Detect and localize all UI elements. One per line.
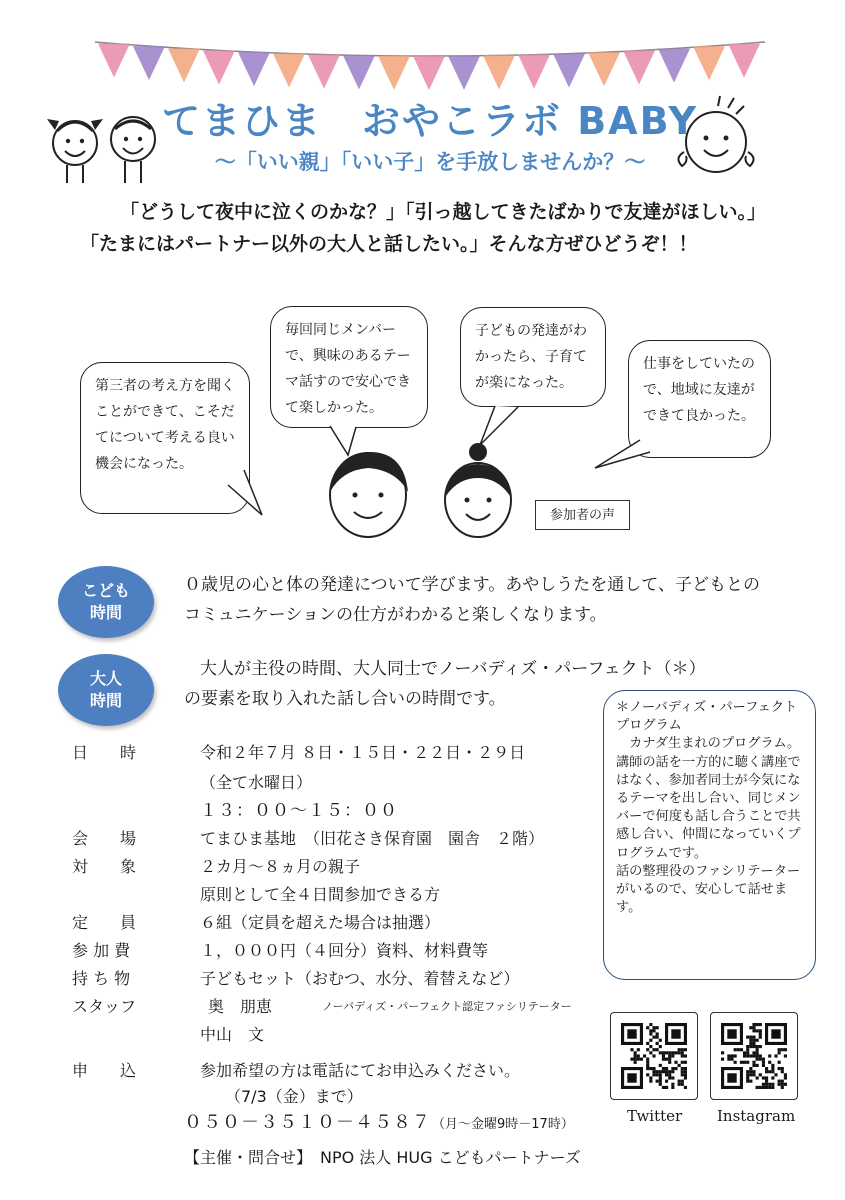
detail-row-date [72, 740, 526, 766]
bunting-flag [133, 46, 165, 80]
bunting-flag [273, 54, 305, 88]
apply-label: 申 込 [72, 1061, 137, 1080]
bunting-flag [448, 56, 480, 90]
twitter-label: Twitter [627, 1107, 683, 1125]
bunting-flag [693, 46, 725, 80]
kodomo-badge-line2: 時間 [89, 603, 122, 622]
detail-row-target [72, 854, 361, 880]
twitter-qr-code[interactable] [610, 1012, 698, 1100]
testimonial-text-2: 毎回同じメンバーで、興味のあるテーマ話すので安心できて楽しかった。 [285, 322, 411, 416]
staff-role-1: ノーバディズ・パーフェクト認定ファシリテーター [322, 1000, 572, 1013]
capacity-label: 定 員 [72, 913, 137, 932]
date-label: 日 時 [72, 743, 137, 762]
detail-row-apply [72, 1058, 521, 1084]
bunting-flag [98, 44, 130, 78]
staff-name-2: 中山 文 [200, 1025, 265, 1044]
testimonial-bubble-2 [270, 306, 428, 428]
intro-text: 「どうして夜中に泣くのかな？」「引っ越してきたばかりで友達がほしい。」「たまにはパートナー以外の大人と話したい。」そんな方ぜひどうぞ！！ [80, 201, 767, 255]
apply-value: 参加希望の方は電話にてお申込みください。 [200, 1061, 521, 1080]
target-label: 対 象 [72, 857, 137, 876]
bunting-flag [518, 55, 550, 89]
bunting-flag [658, 49, 690, 83]
bunting-flag [203, 50, 235, 84]
testimonial-text-3: 子どもの発達がわかったら、子育てが楽になった。 [475, 323, 587, 391]
testimonial-text-4: 仕事をしていたので、地域に友達ができて良かった。 [643, 356, 755, 424]
testimonial-bubble-3 [460, 307, 606, 407]
event-title: てまひま おやこラボ BABY [161, 99, 698, 143]
apply-deadline: （7/3（金）まで） [225, 1087, 363, 1106]
otona-time-description-line2: の要素を取り入れた話し合いの時間です。 [184, 689, 506, 709]
bunting-flag [308, 55, 340, 89]
bunting-flag [168, 48, 200, 82]
qr-code-icon [621, 1023, 687, 1089]
venue-value: てまひま基地 （旧花さき保育園 園舎 ２階） [200, 829, 545, 848]
note-paragraph-1: カナダ生まれのプログラム。 [616, 736, 801, 752]
testimonial-bubble-1 [80, 362, 250, 514]
bunting-flag [378, 56, 410, 90]
participant-voices-label: 参加者の声 [535, 500, 630, 530]
otona-time-description-line1: 大人が主役の時間、大人同士でノーバディズ・パーフェクト（＊） [200, 659, 706, 679]
bunting-flag [483, 55, 515, 89]
date-note: （全て水曜日） [200, 773, 313, 792]
time-value: １３：００～１５：００ [200, 801, 398, 821]
kodomo-badge-line1: こども [81, 581, 130, 600]
bunting-flag [343, 55, 375, 89]
staff-label: スタッフ [72, 997, 137, 1016]
fee-value: １，０００円（４回分）資料、材料費等 [200, 941, 489, 960]
note-paragraph-3: 話の整理役のファシリテーターがいるので、安心して話せます。 [616, 863, 801, 916]
children-faces-illustration [45, 95, 165, 185]
kodomo-time-badge [58, 566, 154, 638]
staff-name-1: 奥 朋恵 [208, 997, 273, 1016]
capacity-value: ６組（定員を超えた場合は抽選） [200, 913, 441, 932]
otona-time-badge [58, 654, 154, 726]
nobodys-perfect-note [603, 690, 816, 980]
items-value: 子どもセット（おむつ、水分、着替えなど） [200, 969, 520, 988]
note-title: ＊ノーバディズ・パーフェクトプログラム [616, 700, 798, 734]
fee-label: 参 加 費 [72, 941, 131, 960]
detail-row-venue [72, 826, 545, 852]
detail-row-items [72, 966, 520, 992]
bunting-flag [728, 44, 760, 78]
date-value: 令和２年７月 ８日・１５日・２２日・２９日 [200, 743, 526, 762]
instagram-label: Instagram [717, 1107, 796, 1125]
target-value: ２カ月～８ヵ月の親子 [200, 857, 361, 876]
organizer-info: 【主催・問合せ】 NPO 法人 HUG こどもパートナーズ [184, 1148, 581, 1167]
phone-hours: （月～金曜9時－17時） [432, 1117, 574, 1132]
phone-number: ０５０－３５１０－４５８７ [184, 1112, 431, 1133]
venue-label: 会 場 [72, 829, 137, 848]
bunting-flag [623, 51, 655, 85]
bunting-flag [413, 56, 445, 90]
note-paragraph-2: 講師の話を一方的に聴く講座ではなく、参加者同士が今気になるテーマを出し合い、同じメンバーで何度も話し合うことで共感し合い、仲間になっていくプログラムです。 [616, 754, 801, 861]
detail-row-fee [72, 938, 489, 964]
items-label: 持 ち 物 [72, 969, 131, 988]
bunting-flag [238, 52, 270, 86]
detail-row-capacity [72, 910, 441, 936]
otona-badge-line2: 時間 [89, 691, 122, 710]
qr-code-icon [721, 1023, 787, 1089]
bunting-flag [553, 54, 585, 88]
kodomo-time-description: ０歳児の心と体の発達について学びます。あやしうたを通して、子どもとのコミュニケーションの仕方がわかると楽しくなります。 [184, 575, 760, 625]
detail-row-staff [72, 994, 572, 1020]
testimonial-bubble-4 [628, 340, 771, 458]
event-subtitle: ～「いい親」「いい子」を手放しませんか？～ [214, 150, 646, 174]
instagram-qr-code[interactable] [710, 1012, 798, 1100]
otona-badge-line1: 大人 [89, 669, 122, 688]
testimonial-text-1: 第三者の考え方を聞くことができて、こそだてについて考える良い機会になった。 [95, 378, 235, 472]
target-note: 原則として全４日間参加できる方 [200, 885, 441, 904]
bunting-flag [588, 52, 620, 86]
